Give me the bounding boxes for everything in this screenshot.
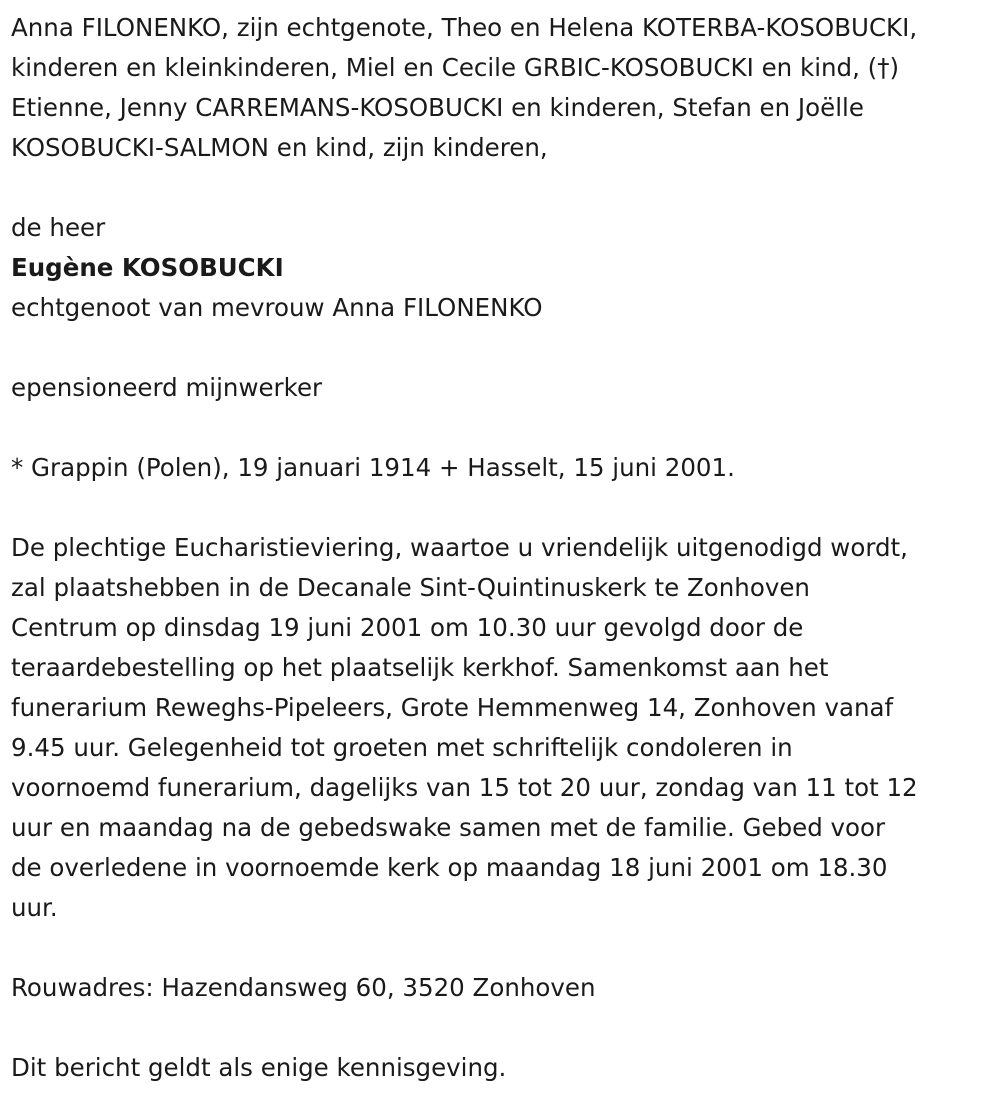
spouse-line: echtgenoot van mevrouw Anna FILONENKO xyxy=(11,293,543,322)
spacer xyxy=(11,168,995,208)
family-line: KOSOBUCKI-SALMON en kind, zijn kinderen, xyxy=(11,133,548,162)
family-line: Anna FILONENKO, zijn echtgenote, Theo en Helena KOTERBA-KOSOBUCKI, xyxy=(11,13,918,42)
family-line: Etienne, Jenny CARREMANS-KOSOBUCKI en kinderen, Stefan en Joëlle xyxy=(11,93,864,122)
ceremony-line: teraardebestelling op het plaatselijk kerkhof. Samenkomst aan het xyxy=(11,653,829,682)
spacer xyxy=(11,408,995,448)
spacer xyxy=(11,328,995,368)
spacer xyxy=(11,928,995,968)
ceremony-line: funerarium Reweghs-Pipeleers, Grote Hemmenweg 14, Zonhoven vanaf xyxy=(11,693,894,722)
ceremony-line: uur en maandag na de gebedswake samen met de familie. Gebed voor xyxy=(11,813,886,842)
deceased-name: Eugène KOSOBUCKI xyxy=(11,253,284,282)
salutation: de heer xyxy=(11,213,106,242)
ceremony-line: voornoemd funerarium, dagelijks van 15 tot 20 uur, zondag van 11 tot 12 xyxy=(11,773,918,802)
occupation: epensioneerd mijnwerker xyxy=(11,373,323,402)
ceremony-line: uur. xyxy=(11,893,58,922)
death-notice xyxy=(11,8,995,1088)
ceremony-line: zal plaatshebben in de Decanale Sint-Quintinuskerk te Zonhoven xyxy=(11,573,810,602)
birth-death-line: * Grappin (Polen), 19 januari 1914 + Hasselt, 15 juni 2001. xyxy=(11,453,735,482)
family-block xyxy=(11,8,995,168)
mourning-address: Rouwadres: Hazendansweg 60, 3520 Zonhoven xyxy=(11,973,596,1002)
family-line: kinderen en kleinkinderen, Miel en Cecile GRBIC-KOSOBUCKI en kind, (†) xyxy=(11,53,900,82)
spacer xyxy=(11,1008,995,1048)
ceremony-line: 9.45 uur. Gelegenheid tot groeten met schriftelijk condoleren in xyxy=(11,733,793,762)
ceremony-line: de overledene in voornoemde kerk op maandag 18 juni 2001 om 18.30 xyxy=(11,853,888,882)
closing-line: Dit bericht geldt als enige kennisgeving. xyxy=(11,1053,507,1082)
ceremony-line: Centrum op dinsdag 19 juni 2001 om 10.30 uur gevolgd door de xyxy=(11,613,804,642)
ceremony-line: De plechtige Eucharistieviering, waartoe u vriendelijk uitgenodigd wordt, xyxy=(11,533,908,562)
ceremony-block xyxy=(11,528,995,928)
spacer xyxy=(11,488,995,528)
